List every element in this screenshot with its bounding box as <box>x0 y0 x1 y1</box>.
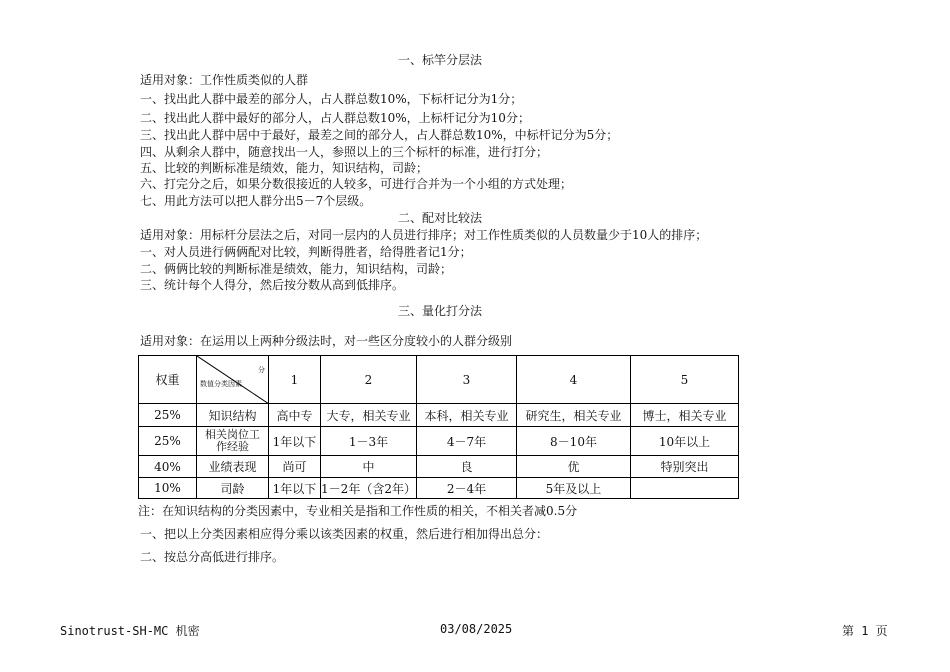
section2-line: 三、统计每个人得分，然后按分数从高到低排序。 <box>140 278 405 292</box>
value-cell: 10年以上 <box>631 427 739 456</box>
weight-cell: 10% <box>139 478 197 499</box>
value-cell <box>631 478 739 499</box>
table-row <box>139 427 739 456</box>
table-row <box>139 456 739 478</box>
value-cell: 大专，相关专业 <box>321 404 417 427</box>
section1-line: 四、从剩余人群中，随意找出一人，参照以上的三个标杆的标准，进行打分； <box>140 145 549 159</box>
section2-title: 二、配对比较法 <box>398 211 483 225</box>
section2-line: 二、俩俩比较的判断标准是绩效，能力，知识结构，司龄； <box>140 262 453 276</box>
table-header-row <box>139 356 739 404</box>
factor-cell <box>197 427 269 456</box>
value-cell: 2－4年 <box>417 478 517 499</box>
section3-intro: 适用对象：在运用以上两种分级法时，对一些区分度较小的人群分级别 <box>140 334 513 348</box>
section3-title: 三、量化打分法 <box>398 304 483 318</box>
value-cell: 高中专 <box>269 404 321 427</box>
section1-line: 七、用此方法可以把人群分出5－7个层级。 <box>140 194 372 208</box>
footer-left: Sinotrust-SH-MC 机密 <box>60 624 200 638</box>
value-cell: 特别突出 <box>631 456 739 478</box>
value-cell: 1年以下 <box>269 478 321 499</box>
factor-cell: 业绩表现 <box>197 456 269 478</box>
scoring-table <box>138 355 739 499</box>
table-note: 注：在知识结构的分类因素中，专业相关是指和工作性质的相关，不相关者减0.5分 <box>138 504 578 518</box>
level-header: 1 <box>269 356 321 404</box>
footer-date: 03/08/2025 <box>440 622 513 636</box>
section1-line: 一、找出此人群中最差的部分人，占人群总数10%，下标杆记分为1分； <box>140 92 523 106</box>
section2-line: 适用对象：用标杆分层法之后，对同一层内的人员进行排序；对工作性质类似的人员数量少于10人的排序； <box>140 228 708 242</box>
diag-bottom-label: 数值分类因素 <box>200 380 242 388</box>
weight-cell: 25% <box>139 404 197 427</box>
value-cell: 良 <box>417 456 517 478</box>
level-header: 2 <box>321 356 417 404</box>
factor-line: 相关岗位工 <box>205 428 260 441</box>
section1-line: 三、找出此人群中居中于最好，最差之间的部分人，占人群总数10%，中标杆记分为5分； <box>140 128 619 142</box>
diag-top-label: 分 <box>258 366 265 374</box>
section2-line: 一、对人员进行俩俩配对比较，判断得胜者，给得胜者记1分； <box>140 245 472 259</box>
factor-cell: 司龄 <box>197 478 269 499</box>
weight-cell: 40% <box>139 456 197 478</box>
value-cell: 4－7年 <box>417 427 517 456</box>
level-header: 4 <box>517 356 631 404</box>
value-cell: 1年以下 <box>269 427 321 456</box>
step-line: 一、把以上分类因素相应得分乘以该类因素的权重，然后进行相加得出总分： <box>140 527 549 541</box>
section1-line: 六、打完分之后，如果分数很接近的人较多，可进行合并为一个小组的方式处理； <box>140 177 573 191</box>
section1-line: 二、找出此人群中最好的部分人，占人群总数10%，上标杆记分为10分； <box>140 111 530 125</box>
value-cell: 1－2年（含2年） <box>321 478 417 499</box>
factor-line: 作经验 <box>216 440 249 453</box>
value-cell: 8－10年 <box>517 427 631 456</box>
step-line: 二、按总分高低进行排序。 <box>140 550 285 564</box>
value-cell: 本科，相关专业 <box>417 404 517 427</box>
value-cell: 研究生，相关专业 <box>517 404 631 427</box>
level-header: 5 <box>631 356 739 404</box>
value-cell: 1－3年 <box>321 427 417 456</box>
factor-cell: 知识结构 <box>197 404 269 427</box>
section1-title: 一、标竿分层法 <box>398 53 483 67</box>
section1-line: 五、比较的判断标准是绩效，能力，知识结构，司龄； <box>140 161 429 175</box>
footer-page: 第 1 页 <box>842 624 888 638</box>
level-header: 3 <box>417 356 517 404</box>
weight-header: 权重 <box>139 356 197 404</box>
value-cell: 5年及以上 <box>517 478 631 499</box>
value-cell: 中 <box>321 456 417 478</box>
value-cell: 尚可 <box>269 456 321 478</box>
weight-cell: 25% <box>139 427 197 456</box>
diagonal-header-cell <box>197 356 269 404</box>
section1-line: 适用对象：工作性质类似的人群 <box>140 73 309 87</box>
value-cell: 优 <box>517 456 631 478</box>
table-row <box>139 478 739 499</box>
value-cell: 博士，相关专业 <box>631 404 739 427</box>
table-row <box>139 404 739 427</box>
